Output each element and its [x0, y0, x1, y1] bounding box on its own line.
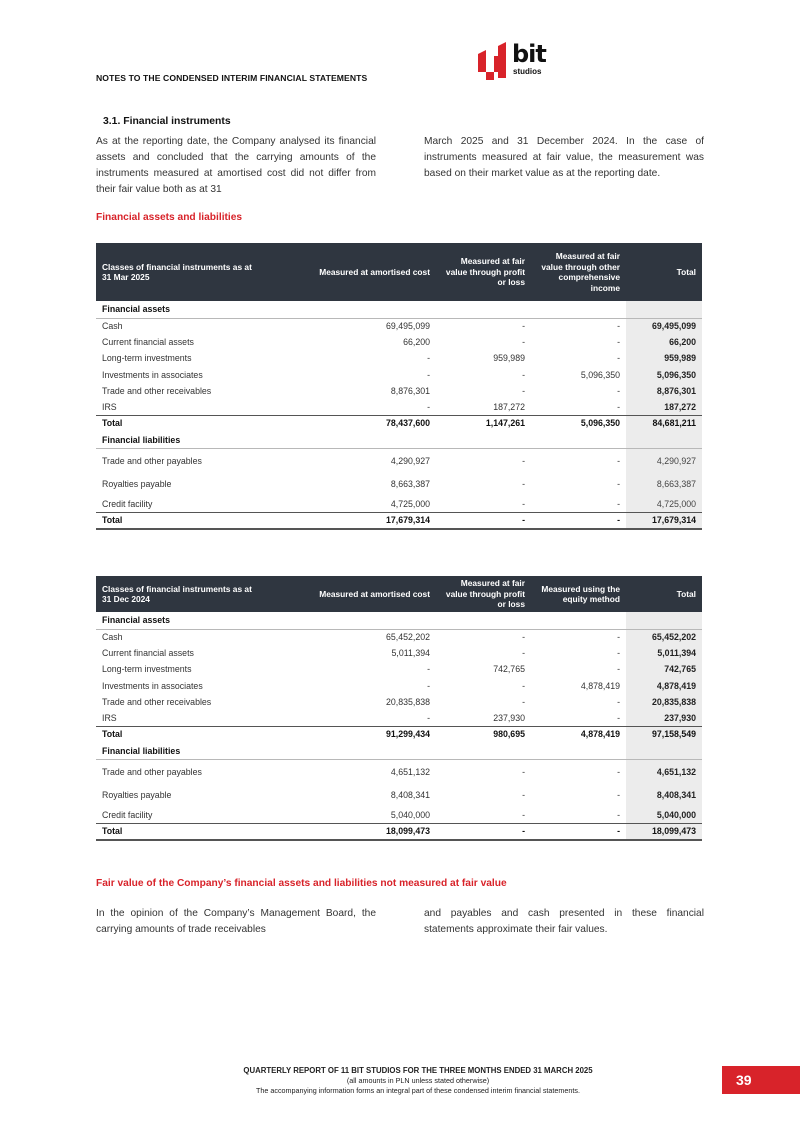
row-label: Current financial assets	[102, 337, 194, 348]
table-row	[96, 496, 702, 512]
fvpl-cell: -	[522, 321, 525, 332]
liabilities-total-row	[96, 824, 702, 840]
fvpl-cell: 237,930	[493, 712, 525, 723]
group-financial-assets-label: Financial assets	[96, 612, 626, 629]
row-label: Trade and other receivables	[102, 696, 212, 707]
amortised-cost-cell: 69,495,099	[385, 321, 430, 332]
fvpl-cell: -	[436, 824, 531, 840]
total-cell: 66,200	[626, 334, 702, 350]
table-header-total: Total	[626, 243, 702, 301]
total-cell: 8,408,341	[626, 783, 702, 807]
table-header-class: Classes of financial instruments as at 31 Dec 2024	[96, 576, 266, 612]
row-label: Cash	[102, 632, 123, 643]
fair-value-heading: Fair value of the Company’s financial assets and liabilities not measured at fair value	[96, 878, 507, 889]
row-label: Credit facility	[102, 810, 153, 821]
logo-subtext: studios	[513, 67, 542, 76]
total-cell	[626, 431, 702, 448]
table-header-equity-method: Measured using the equity method	[531, 576, 626, 612]
group-financial-liabilities	[96, 742, 702, 759]
table-header-fvpl: Measured at fair value through profit or loss	[436, 576, 531, 612]
third-col-cell: -	[617, 479, 620, 490]
fvpl-cell: -	[522, 696, 525, 707]
fvpl-cell: -	[436, 513, 531, 529]
table-row	[96, 399, 702, 415]
total-cell: 69,495,099	[626, 318, 702, 334]
third-col-cell: -	[617, 385, 620, 396]
table-row	[96, 645, 702, 661]
row-label: Royalties payable	[102, 790, 172, 801]
assets-total-row	[96, 726, 702, 742]
row-label: IRS	[102, 712, 117, 723]
financial-instruments-table-mar-2025	[96, 243, 702, 530]
footer-report-title: QUARTERLY REPORT OF 11 BIT STUDIOS FOR THE THREE MONTHS ENDED 31 MARCH 2025	[243, 1066, 593, 1075]
row-label: Current financial assets	[102, 648, 194, 659]
table-row	[96, 367, 702, 383]
total-cell: 5,040,000	[626, 807, 702, 823]
fvpl-cell: 187,272	[493, 401, 525, 412]
third-col-cell: -	[531, 824, 626, 840]
table-row	[96, 710, 702, 726]
table-row	[96, 694, 702, 710]
group-financial-liabilities-label: Financial liabilities	[96, 431, 626, 448]
amortised-cost-cell: 8,876,301	[390, 385, 430, 396]
fvpl-cell: -	[522, 790, 525, 801]
table-row	[96, 472, 702, 496]
assets-total-row	[96, 415, 702, 431]
fvpl-cell: -	[522, 648, 525, 659]
third-col-cell: -	[617, 810, 620, 821]
table-row	[96, 661, 702, 677]
fair-value-paragraph-left: In the opinion of the Company’s Management Board, the carrying amounts of trade receivables	[96, 908, 376, 935]
table-header-total: Total	[626, 576, 702, 612]
total-cell: 742,765	[626, 661, 702, 677]
third-col-cell: -	[617, 696, 620, 707]
total-cell: 187,272	[626, 399, 702, 415]
third-col-cell: 5,096,350	[580, 369, 620, 380]
table-row	[96, 807, 702, 823]
third-col-cell: -	[617, 648, 620, 659]
footer-currency-note: (all amounts in PLN unless stated otherwise)	[346, 1076, 490, 1085]
amortised-cost-cell: 18,099,473	[266, 824, 436, 840]
footer-disclaimer: The accompanying information forms an integral part of these condensed interim financial statements.	[255, 1085, 580, 1095]
fvpl-cell: 742,765	[493, 664, 525, 675]
row-label: IRS	[102, 401, 117, 412]
total-cell: 18,099,473	[626, 824, 702, 840]
fvpl-cell: 980,695	[436, 726, 531, 742]
table-row	[96, 759, 702, 783]
third-col-cell: -	[531, 513, 626, 529]
row-label: Long-term investments	[102, 664, 192, 675]
section-title: 3.1. Financial instruments	[103, 116, 231, 127]
total-cell	[626, 742, 702, 759]
row-label: Credit facility	[102, 499, 153, 510]
amortised-cost-cell: 4,290,927	[390, 455, 430, 466]
row-label: Total	[96, 513, 266, 529]
group-financial-assets-label: Financial assets	[96, 301, 626, 318]
page-footer	[200, 1066, 636, 1095]
row-label: Long-term investments	[102, 353, 192, 364]
intro-paragraph-right: March 2025 and 31 December 2024. In the case of instruments measured at fair value, the measurement was based on their market value as at the reporting date.	[424, 136, 704, 179]
group-financial-liabilities-label: Financial liabilities	[96, 742, 626, 759]
subheading-assets-liabilities: Financial assets and liabilities	[96, 212, 243, 223]
total-cell: 4,878,419	[626, 678, 702, 694]
row-label: Trade and other receivables	[102, 385, 212, 396]
group-financial-assets	[96, 612, 702, 629]
logo-mark-icon	[478, 42, 514, 80]
liabilities-total-row	[96, 513, 702, 529]
amortised-cost-cell: 4,651,132	[390, 766, 430, 777]
fvpl-cell: -	[522, 369, 525, 380]
row-label: Trade and other payables	[102, 766, 202, 777]
table-row	[96, 318, 702, 334]
total-cell: 5,011,394	[626, 645, 702, 661]
table-row	[96, 350, 702, 366]
total-cell: 84,681,211	[626, 415, 702, 431]
table-header-class: Classes of financial instruments as at 31 Mar 2025	[96, 243, 266, 301]
third-col-cell: 5,096,350	[531, 415, 626, 431]
total-cell: 4,725,000	[626, 496, 702, 512]
total-cell: 65,452,202	[626, 629, 702, 645]
amortised-cost-cell: -	[427, 401, 430, 412]
fvpl-cell: -	[522, 455, 525, 466]
fvpl-cell: 1,147,261	[436, 415, 531, 431]
row-label: Total	[96, 824, 266, 840]
amortised-cost-cell: 66,200	[403, 337, 430, 348]
row-label: Total	[96, 726, 266, 742]
fvpl-cell: -	[522, 499, 525, 510]
amortised-cost-cell: 8,408,341	[390, 790, 430, 801]
third-col-cell: 4,878,419	[580, 680, 620, 691]
fvpl-cell: -	[522, 810, 525, 821]
third-col-cell: -	[617, 321, 620, 332]
third-col-cell: -	[617, 455, 620, 466]
group-financial-assets	[96, 301, 702, 318]
amortised-cost-cell: -	[427, 680, 430, 691]
third-col-cell: -	[617, 712, 620, 723]
total-cell	[626, 612, 702, 629]
third-col-cell: -	[617, 337, 620, 348]
table-header-amortised: Measured at amortised cost	[266, 576, 436, 612]
logo-word: bit	[512, 40, 546, 68]
company-logo	[478, 40, 556, 84]
third-col-cell: -	[617, 499, 620, 510]
amortised-cost-cell: -	[427, 712, 430, 723]
group-financial-liabilities	[96, 431, 702, 448]
total-cell: 5,096,350	[626, 367, 702, 383]
amortised-cost-cell: 78,437,600	[266, 415, 436, 431]
row-label: Cash	[102, 321, 123, 332]
third-col-cell: -	[617, 353, 620, 364]
amortised-cost-cell: -	[427, 369, 430, 380]
table-row	[96, 383, 702, 399]
row-label: Royalties payable	[102, 479, 172, 490]
total-cell: 4,290,927	[626, 448, 702, 472]
table-row	[96, 783, 702, 807]
amortised-cost-cell: 8,663,387	[390, 479, 430, 490]
row-label: Investments in associates	[102, 369, 203, 380]
amortised-cost-cell: 17,679,314	[266, 513, 436, 529]
fvpl-cell: -	[522, 385, 525, 396]
table-row	[96, 448, 702, 472]
total-cell: 8,663,387	[626, 472, 702, 496]
total-cell: 4,651,132	[626, 759, 702, 783]
fvpl-cell: -	[522, 337, 525, 348]
amortised-cost-cell: 91,299,434	[266, 726, 436, 742]
table-row	[96, 678, 702, 694]
page-number: 39	[722, 1066, 800, 1094]
fair-value-paragraph-right: and payables and cash presented in these financial statements approximate their fair values.	[424, 908, 704, 935]
amortised-cost-cell: 65,452,202	[385, 632, 430, 643]
document-header-title: NOTES TO THE CONDENSED INTERIM FINANCIAL STATEMENTS	[96, 73, 368, 83]
table-row	[96, 629, 702, 645]
table-row	[96, 334, 702, 350]
amortised-cost-cell: 4,725,000	[390, 499, 430, 510]
row-label: Total	[96, 415, 266, 431]
row-label: Investments in associates	[102, 680, 203, 691]
total-cell: 17,679,314	[626, 513, 702, 529]
third-col-cell: -	[617, 632, 620, 643]
amortised-cost-cell: 5,011,394	[391, 648, 430, 659]
third-col-cell: -	[617, 790, 620, 801]
fvpl-cell: -	[522, 766, 525, 777]
amortised-cost-cell: -	[427, 664, 430, 675]
table-header-fvoci: Measured at fair value through other comprehensive income	[531, 243, 626, 301]
third-col-cell: -	[617, 766, 620, 777]
amortised-cost-cell: 5,040,000	[390, 810, 430, 821]
amortised-cost-cell: 20,835,838	[385, 696, 430, 707]
fvpl-cell: 959,989	[493, 353, 525, 364]
total-cell: 237,930	[626, 710, 702, 726]
third-col-cell: -	[617, 664, 620, 675]
fvpl-cell: -	[522, 632, 525, 643]
total-cell	[626, 301, 702, 318]
intro-paragraph-left: As at the reporting date, the Company analysed its financial assets and concluded that the carrying amounts of the instruments measured at amortised cost did not differ from their fair value both as at 31	[96, 136, 376, 195]
total-cell: 959,989	[626, 350, 702, 366]
fvpl-cell: -	[522, 680, 525, 691]
financial-instruments-table-dec-2024	[96, 576, 702, 841]
amortised-cost-cell: -	[427, 353, 430, 364]
table-header-amortised: Measured at amortised cost	[266, 243, 436, 301]
fvpl-cell: -	[522, 479, 525, 490]
third-col-cell: 4,878,419	[531, 726, 626, 742]
third-col-cell: -	[617, 401, 620, 412]
table-header-fvpl: Measured at fair value through profit or loss	[436, 243, 531, 301]
total-cell: 20,835,838	[626, 694, 702, 710]
total-cell: 8,876,301	[626, 383, 702, 399]
total-cell: 97,158,549	[626, 726, 702, 742]
row-label: Trade and other payables	[102, 455, 202, 466]
